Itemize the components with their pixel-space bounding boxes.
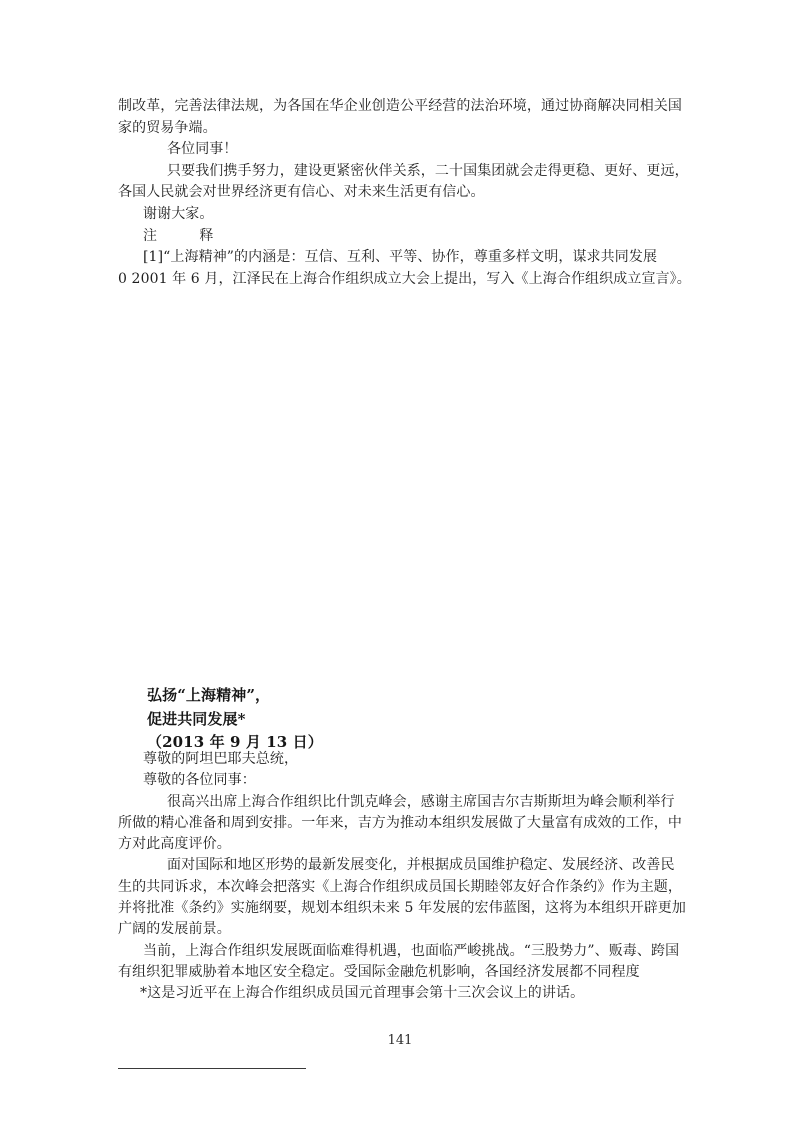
text-line: 谢谢大家。 (143, 205, 214, 222)
text-line: *这是习近平在上海合作组织成员国元首理事会第十三次会议上的讲话。 (140, 985, 585, 1002)
text-line: 当前，上海合作组织发展既面临难得机遇，也面临严峻挑战。“三股势力”、贩毒、跨国 (143, 942, 680, 959)
text-line: 生的共同诉求，本次峰会把落实《上海合作组织成员国长期睦邻友好合作条约》作为主题， (118, 878, 682, 895)
text-line: 只要我们携手努力，建设更紧密伙伴关系，二十国集团就会走得更稳、更好、更远， (167, 162, 689, 179)
speech-body (118, 749, 690, 1005)
speech-title-line: 促进共同发展* (147, 709, 246, 728)
text-line: 制改革，完善法律法规，为各国在华企业创造公平经营的法治环境，通过协商解决同相关国 (118, 98, 682, 114)
text-line: 很高兴出席上海合作组织比什凯克峰会，感谢主席国吉尔吉斯斯坦为峰会顺利举行 (167, 793, 675, 810)
text-line: 各位同事！ (167, 141, 238, 158)
text-line: 并将批准《条约》实施纲要，规划本组织未来 5 年发展的宏伟蓝图，这将为本组织开辟更加 (118, 900, 687, 917)
speech-title-line: 弘扬“上海精神”， (147, 686, 271, 704)
text-line: 尊敬的各位同事： (143, 772, 256, 789)
previous-speech-ending-paragraphs (118, 96, 690, 290)
text-line: 家的贸易争端。 (118, 119, 217, 136)
text-line: 有组织犯罪威胁着本地区安全稳定。受国际金融危机影响，各国经济发展都不同程度 (118, 963, 640, 980)
text-line: 各国人民就会对世界经济更有信心、对未来生活更有信心。 (118, 184, 485, 201)
speech-title (118, 684, 690, 755)
text-line: 面对国际和地区形势的最新发展变化，并根据成员国维护稳定、发展经济、改善民 (167, 857, 675, 874)
text-line: 尊敬的阿坦巴耶夫总统， (143, 751, 299, 767)
text-line: 所做的精心准备和周到安排。一年来，吉方为推动本组织发展做了大量富有成效的工作，中 (118, 814, 682, 831)
page-number: 141 (387, 1033, 413, 1048)
footnote-separator-line (118, 1068, 306, 1069)
text-line: 方对此高度评价。 (118, 836, 231, 853)
text-line: [1]“上海精神”的内涵是：互信、互利、平等、协作，尊重多样文明，谋求共同发展 (143, 249, 658, 266)
speech-title-line: （2013 年 9 月 13 日） (147, 733, 323, 751)
text-line: 注 释 (143, 227, 214, 244)
text-line: 广阔的发展前景。 (118, 921, 231, 938)
text-line: 0 2001 年 6 月，江泽民在上海合作组织成立大会上提出，写入《上海合作组织成立宣言》。 (118, 270, 691, 287)
